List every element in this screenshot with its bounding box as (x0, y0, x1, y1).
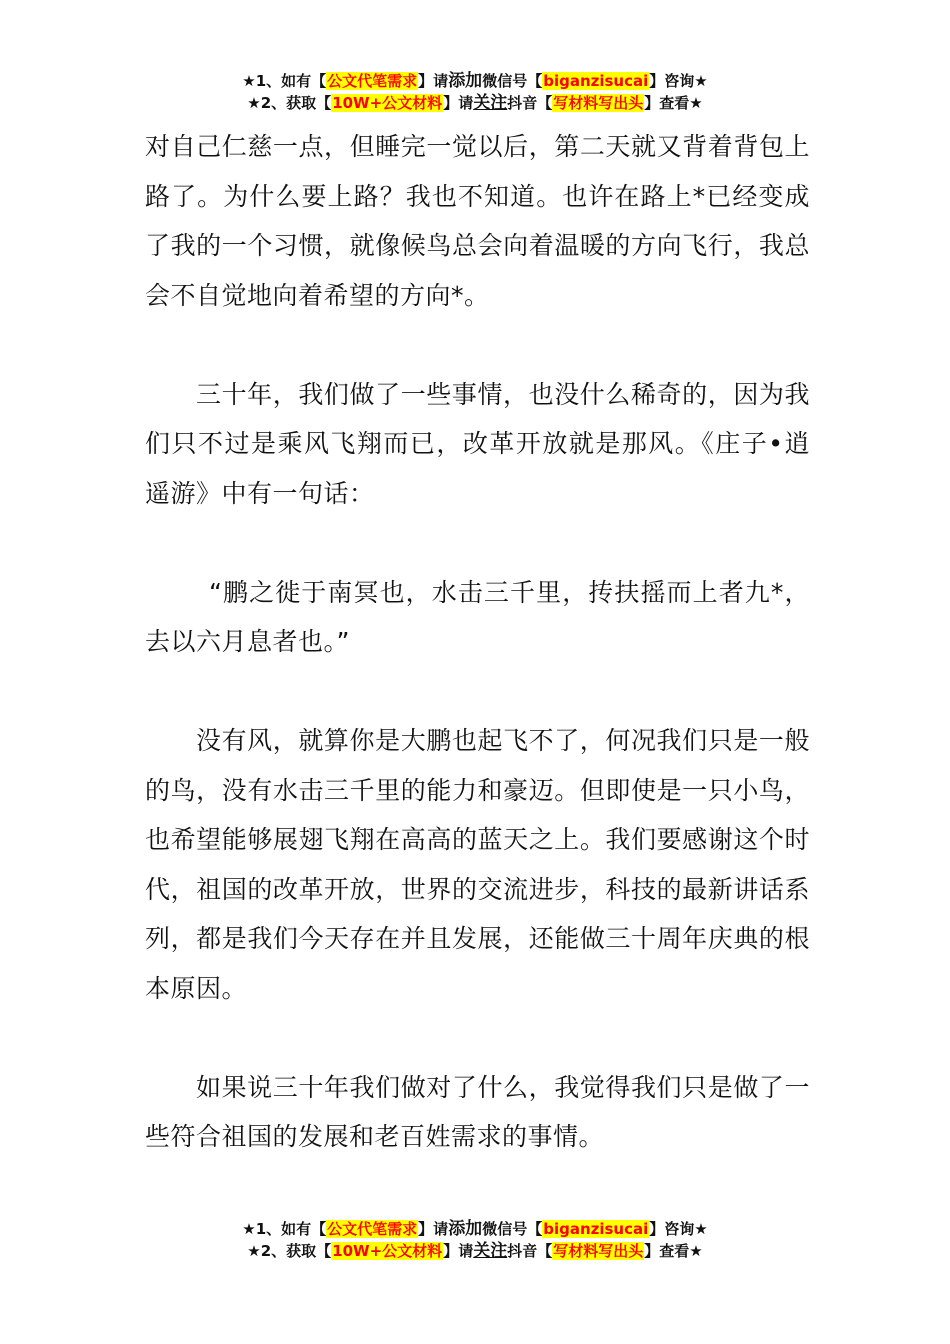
quote-paragraph: “鹏之徙于南冥也，水击三千里，抟扶摇而上者九*，去以六月息者也。” (145, 577, 810, 656)
wechat-id-highlight: biganzisucai (543, 72, 649, 90)
wechat-service-highlight: 公文代笔需求 (327, 72, 418, 90)
douyin-account-highlight: 写材料写出头 (553, 1242, 644, 1260)
header-banner (0, 70, 950, 114)
materials-highlight: 10W+公文材料 (332, 1242, 443, 1260)
footer-banner-line-1: ★1、如有【公文代笔需求】请添加微信号【biganzisucai】咨询★ (242, 1219, 708, 1239)
header-banner-line-2: ★2、获取【10W+公文材料】请关注抖音【写材料写出头】查看★ (247, 93, 703, 113)
douyin-account-highlight: 写材料写出头 (553, 94, 644, 112)
paragraph: 对自己仁慈一点，但睡完一觉以后，第二天就又背着背包上路了。为什么要上路？我也不知道。也许在路上*已经变成了我的一个习惯，就像候鸟总会向着温暖的方向飞行，我总会不自觉地向着希望的方向*。 (145, 132, 810, 310)
materials-highlight: 10W+公文材料 (332, 94, 443, 112)
footer-banner-line-2: ★2、获取【10W+公文材料】请关注抖音【写材料写出头】查看★ (247, 1241, 703, 1261)
footer-banner (0, 1218, 950, 1262)
wechat-service-highlight: 公文代笔需求 (327, 1220, 418, 1238)
paragraph: 三十年，我们做了一些事情，也没什么稀奇的，因为我们只不过是乘风飞翔而已，改革开放就是那风。《庄子•逍遥游》中有一句话： (145, 379, 810, 508)
paragraph: 没有风，就算你是大鹏也起飞不了，何况我们只是一般的鸟，没有水击三千里的能力和豪迈。但即使是一只小鸟，也希望能够展翅飞翔在高高的蓝天之上。我们要感谢这个时代，祖国的改革开放，世界的交流进步，科技的最新讲话系列，都是我们今天存在并且发展，还能做三十周年庆典的根本原因。 (145, 726, 810, 1003)
document-body (145, 122, 810, 1162)
paragraph: 如果说三十年我们做对了什么，我觉得我们只是做了一些符合祖国的发展和老百姓需求的事情。 (145, 1072, 810, 1151)
wechat-id-highlight: biganzisucai (543, 1220, 649, 1238)
header-banner-line-1: ★1、如有【公文代笔需求】请添加微信号【biganzisucai】咨询★ (242, 71, 708, 91)
